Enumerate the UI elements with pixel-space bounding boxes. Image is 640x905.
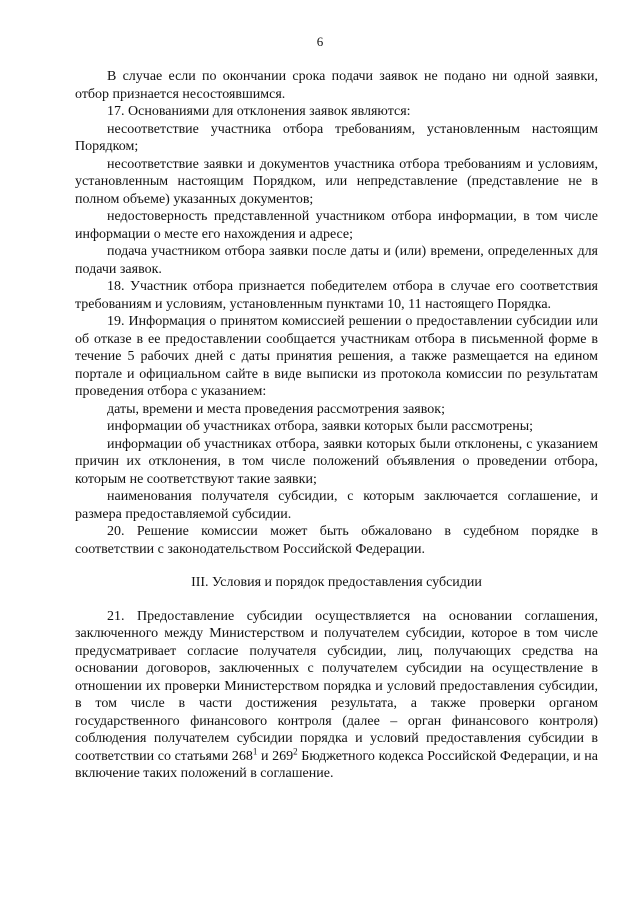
paragraph-21-text-a: 21. Предоставление субсидии осуществляется на основании соглашения, заключенного между Министерством и получателем субсидии, которое в том числе предусматривает согласие получателя субсидии, лиц, получающих средства на основании договоров, заключенных с получателем субсидии на осуществление в отношении их проверки Министерством порядка и условий предоставления субсидии, в том числе в части достижения результата, а также проверки органом государственного финансового контроля (далее – орган финансового контроля) соблюдения получателем субсидии порядка и условий предоставления субсидии в соответствии со статьями 268 — [75, 608, 598, 764]
paragraph-17-heading: 17. Основаниями для отклонения заявок являются: — [107, 104, 411, 119]
list-item-documents-mismatch: несоответствие заявки и документов участника отбора требованиям и условиям, установленным настоящим Порядком, или непредставление (представление не в полном объеме) указанных документов; — [75, 156, 598, 207]
list-item-false-information: недостоверность представленной участником отбора информации, в том числе информации о месте его нахождения и адресе; — [75, 209, 598, 242]
superscript-1: 1 — [252, 745, 258, 756]
list-item-participant-mismatch: несоответствие участника отбора требованиям, установленным настоящим Порядком; — [75, 121, 598, 154]
paragraph-no-bids: В случае если по окончании срока подачи заявок не подано ни одной заявки, отбор признается несостоявшимся. — [75, 69, 598, 102]
list-item-rejected-participants: информации об участниках отбора, заявки которых были отклонены, с указанием причин их отклонения, в том числе положений объявления о проведении отбора, которым не соответствуют такие заявки; — [75, 436, 598, 487]
paragraph-18: 18. Участник отбора признается победителем отбора в случае его соответствия требованиям и условиям, установленным пунктами 10, 11 настоящего Порядка. — [75, 279, 598, 312]
paragraph-20: 20. Решение комиссии может быть обжаловано в судебном порядке в соответствии с законодательством Российской Федерации. — [75, 524, 598, 557]
superscript-2: 2 — [293, 745, 298, 756]
paragraph-21-text-b: и 269 — [257, 748, 294, 764]
paragraph-21-text-c: Бюджетного кодекса Российской Федерации, и на включение таких положений в соглашение. — [75, 748, 599, 781]
document-body — [75, 68, 598, 783]
page-number: 6 — [316, 34, 324, 49]
section-heading: III. Условия и порядок предоставления субсидии — [191, 575, 482, 590]
list-item-recipient-name: наименования получателя субсидии, с которым заключается соглашение, и размера предоставляемой субсидии. — [75, 489, 598, 522]
list-item-date-time-place: даты, времени и места проведения рассмотрения заявок; — [107, 401, 445, 417]
list-item-late-submission: подача участником отбора заявки после даты и (или) времени, определенных для подачи заявок. — [75, 244, 598, 277]
list-item-reviewed-participants: информации об участниках отбора, заявки которых были рассмотрены; — [107, 419, 534, 434]
paragraph-21 — [75, 608, 598, 783]
paragraph-19: 19. Информация о принятом комиссией решении о предоставлении субсидии или об отказе в ее предоставлении сообщается участникам отбора в письменной форме в течение 5 рабочих дней с даты принятия решения, а также размещается на едином портале и официальном сайте в виде выписки из протокола комиссии по результатам проведения отбора с указанием: — [75, 314, 598, 399]
